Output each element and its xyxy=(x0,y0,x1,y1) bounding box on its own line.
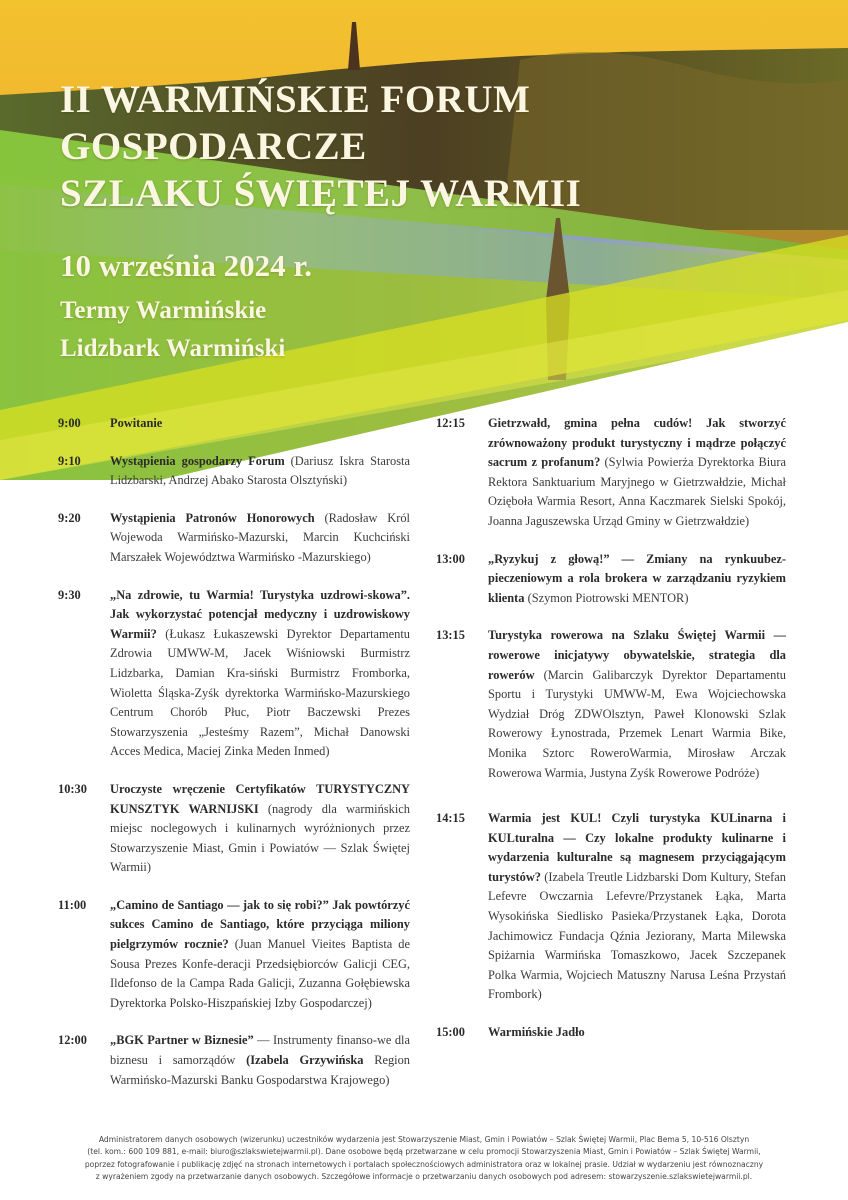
title-line: II WARMIŃSKIE FORUM xyxy=(60,78,531,121)
program-item xyxy=(58,452,410,491)
program-time: 9:00 xyxy=(58,416,81,430)
program-speakers: (Izabela Treutle Lidzbarski Dom Kultury, Stefan Lefevre Owczarnia Lefevre/Przystanek Łąka, Marta Wysokińska Siedlisko Pasieka/Przystanek Łąka, Dorota Jachimowicz Fundacja Qźnia Jeziorany, Marta Milewska Spiżarnia Warmińska Tomaszkowo, Jacek Szczepanek Polka Warmia, Wojciech Matuszny Narusa Leśna Przystań Frombork) xyxy=(488,869,786,1002)
program-time: 13:00 xyxy=(436,551,465,566)
program-topic: Warmińskie Jadło xyxy=(488,1025,585,1040)
program-topic: „Na zdrowie, tu Warmia! Turystyka uzdrowi-skowa”. Jak wykorzystać potencjał medyczny i uzdrowiskowy Warmii? xyxy=(110,587,410,641)
program-item xyxy=(58,780,410,878)
program-topic: Gietrzwałd, gmina pełna cudów! Jak stworzyć zrównoważony produkt turystyczny i mądrze połączyć sacrum z profanum? xyxy=(488,416,786,470)
gdpr-notice xyxy=(48,1134,800,1184)
program-time: 13:15 xyxy=(436,628,465,643)
program-topic: Uroczyste wręczenie Certyfikatów TURYSTYCZNY KUNSZTYK WARNIJSKI xyxy=(110,781,410,816)
program-item xyxy=(58,896,410,1014)
venue-line: Lidzbark Warmiński xyxy=(60,335,286,362)
program-time: 12:00 xyxy=(58,1033,87,1048)
program-description xyxy=(110,509,410,568)
program-time: 14:15 xyxy=(436,811,465,826)
title-line: GOSPODARCZE xyxy=(60,125,367,168)
program-time: 9:10 xyxy=(58,453,81,468)
program-column-right xyxy=(436,414,786,1061)
program-topic: „BGK Partner w Biznesie” xyxy=(110,1033,254,1048)
program-description xyxy=(110,586,410,762)
program-description xyxy=(110,896,410,1014)
program-time: 12:15 xyxy=(436,416,465,430)
header-banner xyxy=(0,0,848,480)
title-line: SZLAKU ŚWIĘTEJ WARMII xyxy=(60,172,582,215)
program-topic: „Camino de Santiago — jak to się robi?” Jak powtórzyć sukces Camino de Santiago, które przyciąga miliony pielgrzymów rocznie? xyxy=(110,897,410,952)
program-item xyxy=(436,1023,786,1043)
program-description xyxy=(110,452,410,491)
program-topic: Wystąpienia Patronów Honorowych xyxy=(110,510,315,525)
venue-line: Termy Warmińskie xyxy=(60,297,267,324)
gdpr-line: poprzez fotografowanie i publikację zdjęć na stronach internetowych i portalach społecznościowych administratora oraz w lokalnej prasie. Udział w wydarzeniu jest równoznaczny xyxy=(84,1159,764,1169)
program-description xyxy=(488,809,786,1005)
program-topic: Powitanie xyxy=(110,416,163,430)
program-speakers: (Łukasz Łukaszewski Dyrektor Departamentu Zdrowia UMWW-M, Jacek Wiśniowski Burmistrz Lidzbarka, Damian Kra-siński Burmistrz Fromborka, Wioletta Śląska-Zyśk dyrektorka Warmińsko-Mazurskiego Centrum Chorób Płuc, Piotr Baczewski Prezes Stowarzyszenia „Jesteśmy Razem”, Michał Danowski Acces Medica, Maciej Zinka Meden Inmed) xyxy=(110,626,410,759)
program-speakers: (Dariusz Iskra Starosta Lidzbarski, Andrzej Abako Starosta Olsztyński) xyxy=(110,453,410,488)
program-description xyxy=(488,626,786,783)
program-description xyxy=(110,1031,410,1090)
program-speakers: (Marcin Galibarczyk Dyrektor Departamentu Sportu i Turystyki UMWW-M, Ewa Wojciechowska Wydział Dróg ZDWOlsztyn, Paweł Klonowski Szlak Rowerowy Łynostrada, Przemek Lenart Warmia Bike, Monika Sztorc RoweroWarmia, Mirosław Arczak Rowerowa Warmia, Justyna Zyśk Rowerowe Podróże) xyxy=(488,667,786,780)
program-description xyxy=(488,550,786,609)
program-column-left xyxy=(58,414,410,1108)
program-item xyxy=(58,1031,410,1090)
program-item xyxy=(58,586,410,762)
program-speakers: (nagrody dla warmińskich miejsc noclegowych i kulinarnych wyróżnionych przez Stowarzyszenie Miast, Gmin i Powiatów — Szlak Świętej Warmii) xyxy=(110,801,410,875)
program-description xyxy=(488,1023,786,1043)
program-item xyxy=(436,414,786,532)
program-topic: Warmia jest KUL! Czyli turystyka KULinarna i KULturalna — Czy lokalne produkty kulinarne i wydarzenia kulturalne są magnesem przyciągającym turystów? xyxy=(488,811,786,884)
program-time: 10:30 xyxy=(58,781,87,796)
event-venue xyxy=(60,292,285,368)
program-speaker-name: (Izabela Grzywińska xyxy=(246,1053,364,1068)
program-speakers: (Juan Manuel Vieites Baptista de Sousa Prezes Konfe-deracji Przedsiębiorców Galicji CEG, Ildefonso de la Campa Rada Galicji, Zuzanna Gołębiewska Dyrektorka Polsko-Hiszpańskiej Izby Gospodarczej) xyxy=(110,937,410,1010)
program-item xyxy=(58,414,410,434)
program-details: — Instrumenty finanso-we dla biznesu i samorządów xyxy=(110,1033,410,1068)
event-date: 10 września 2024 r. xyxy=(60,248,312,283)
landscape-illustration xyxy=(0,0,848,480)
program-topic: Wystąpienia gospodarzy Forum xyxy=(110,453,285,468)
program-item xyxy=(436,809,786,1005)
program-time: 15:00 xyxy=(436,1025,465,1040)
program-topic: Turystyka rowerowa na Szlaku Świętej Warmii — rowerowe inicjatywy obywatelskie, strategia dla rowerów xyxy=(488,628,786,682)
program-speakers: Region Warmińsko-Mazurski Banku Gospodarstwa Krajowego) xyxy=(110,1053,410,1087)
gdpr-line: z wyrażeniem zgody na przetwarzanie danych osobowych. Szczegółowe informacje o przetwarzaniu danych osobowych pod adresem: stowarzyszenie.szlakswietejwarmii.pl. xyxy=(95,1172,753,1182)
program-speakers: (Szymon Piotrowski MENTOR) xyxy=(524,590,689,605)
gdpr-line: (tel. kom.: 600 109 881, e-mail: biuro@szlakswietejwarmii.pl). Dane osobowe będą przetwarzane w celu promocji Stowarzyszenia Miast, Gmin i Powiatów – Szlak Świętej Warmii, xyxy=(87,1147,761,1157)
program-time: 11:00 xyxy=(58,897,87,912)
program-description xyxy=(488,414,786,532)
program-description xyxy=(110,780,410,878)
gdpr-line: Administratorem danych osobowych (wizerunku) uczestników wydarzenia jest Stowarzyszenie Miast, Gmin i Powiatów – Szlak Świętej Warmii, Plac Bema 5, 10-516 Olsztyn xyxy=(98,1135,750,1144)
event-title xyxy=(60,76,581,217)
program-time: 9:20 xyxy=(58,510,81,525)
program-item xyxy=(436,626,786,783)
program-speakers: (Radosław Król Wojewoda Warmińsko-Mazurski, Marcin Kuchciński Marszałek Województwa Warmińsko -Mazurskiego) xyxy=(110,510,410,564)
program-time: 9:30 xyxy=(58,587,81,602)
program-item xyxy=(436,550,786,609)
program-speakers: (Sylwia Powierża Dyrektorka Biura Rektora Sanktuarium Maryjnego w Gietrzwałdzie, Michał Ozięboła Warmia Resort, Anna Kaczmarek Sielski Spokój, Joanna Jaguszewska Urząd Gminy w Gietrzwałdzie) xyxy=(488,455,786,528)
program-description xyxy=(110,414,410,434)
program-topic: „Ryzykuj z głową!” — Zmiany na rynkuubez-pieczeniowym a rola brokera w zarządzaniu ryzykiem klienta xyxy=(488,551,786,605)
program-item xyxy=(58,509,410,568)
